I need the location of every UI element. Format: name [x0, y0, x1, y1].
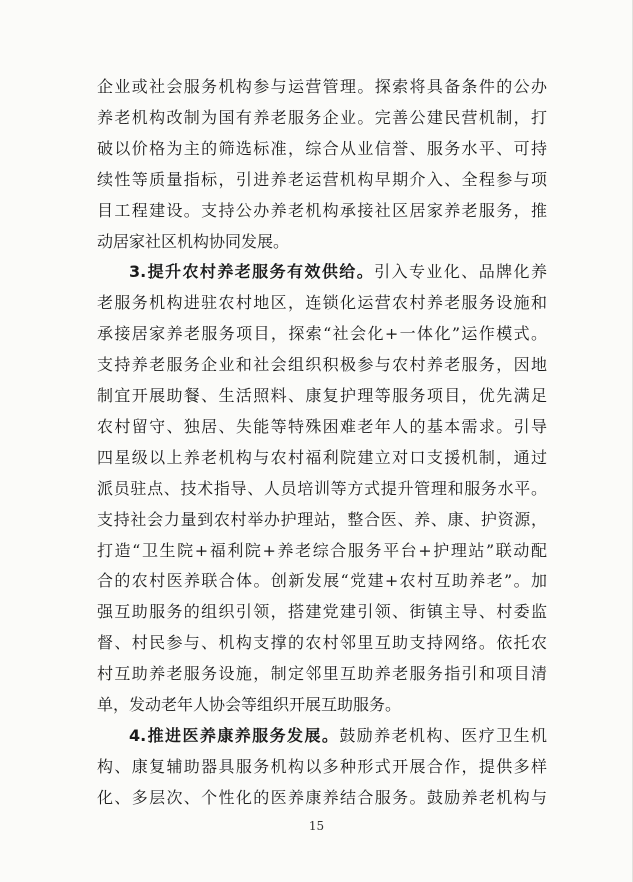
text-segment: 承接居家养老服务项目，探索“社会化+一体化”运作模式。 — [97, 324, 547, 344]
text-segment: 引入专业化、品牌化养 — [374, 262, 547, 282]
text-line — [97, 628, 547, 658]
text-line — [97, 566, 547, 596]
text-segment: 企业或社会服务机构参与运营管理。探索将具备条件的公办 — [97, 77, 547, 96]
text-line — [97, 536, 547, 566]
text-line — [129, 257, 547, 287]
text-segment: 制宜开展助餐、生活照料、康复护理等服务项目，优先满足 — [97, 386, 547, 405]
text-segment: 目工程建设。支持公办养老机构承接社区居家养老服务，推 — [97, 200, 547, 220]
text-line — [97, 134, 547, 164]
text-line — [97, 381, 547, 411]
text-segment: 构、康复辅助器具服务机构以多种形式开展合作，提供多样 — [97, 756, 547, 776]
text-line — [97, 690, 547, 720]
text-line — [97, 505, 547, 535]
text-segment: 化、多层次、个性化的医养康养结合服务。鼓励养老机构与 — [97, 787, 547, 807]
text-line — [97, 103, 547, 133]
text-segment: 养老机构改制为国有养老服务企业。完善公建民营机制，打 — [97, 107, 547, 127]
text-segment: 四星级以上养老机构与农村福利院建立对口支援机制，通过 — [97, 447, 547, 467]
text-segment: 单，发动老年人协会等组织开展互助服务。 — [97, 695, 402, 714]
text-line — [97, 659, 547, 689]
text-line — [97, 752, 547, 782]
text-line — [129, 721, 547, 751]
text-segment: 农村留守、独居、失能等特殊困难老年人的基本需求。引导 — [97, 416, 547, 436]
text-segment: 派员驻点、技术指导、人员培训等方式提升管理和服务水平。 — [97, 478, 547, 498]
page-number: 15 — [308, 819, 325, 833]
text-line — [97, 196, 547, 226]
text-line — [97, 227, 547, 257]
text-segment: 强互助服务的组织引领，搭建党建引领、街镇主导、村委监 — [97, 602, 547, 622]
text-segment: 续性等质量指标，引进养老运营机构早期介入、全程参与项 — [97, 169, 547, 189]
text-line — [97, 288, 547, 318]
text-line — [97, 783, 547, 813]
text-line — [97, 72, 547, 102]
text-segment: 合的农村医养联合体。创新发展“党建+农村互助养老”。加 — [97, 571, 547, 591]
text-line — [97, 443, 547, 473]
text-segment: 老服务机构进驻农村地区，连锁化运营农村养老服务设施和 — [97, 293, 547, 313]
text-line — [97, 165, 547, 195]
text-line — [97, 319, 547, 349]
text-segment: 动居家社区机构协同发展。 — [97, 231, 290, 251]
text-line — [97, 474, 547, 504]
text-segment: 支持养老服务企业和社会组织积极参与农村养老服务，因地 — [97, 355, 547, 375]
text-line — [97, 412, 547, 442]
text-segment: 督、村民参与、机构支撑的农村邻里互助支持网络。依托农 — [97, 633, 547, 653]
section-heading: 4.推进医养康养服务发展。 — [129, 725, 340, 745]
text-segment: 鼓励养老机构、医疗卫生机 — [339, 725, 547, 745]
text-line — [97, 597, 547, 627]
section-heading: 3.提升农村养老服务有效供给。 — [129, 262, 375, 282]
text-segment: 打造“卫生院+福利院+养老综合服务平台+护理站”联动配 — [97, 540, 547, 560]
text-segment: 支持社会力量到农村举办护理站，整合医、养、康、护资源， — [97, 509, 547, 529]
text-segment: 破以价格为主的筛选标准，综合从业信誉、服务水平、可持 — [97, 138, 547, 158]
text-segment: 村互助养老服务设施，制定邻里互助养老服务指引和项目清 — [97, 664, 547, 684]
text-line — [97, 350, 547, 380]
